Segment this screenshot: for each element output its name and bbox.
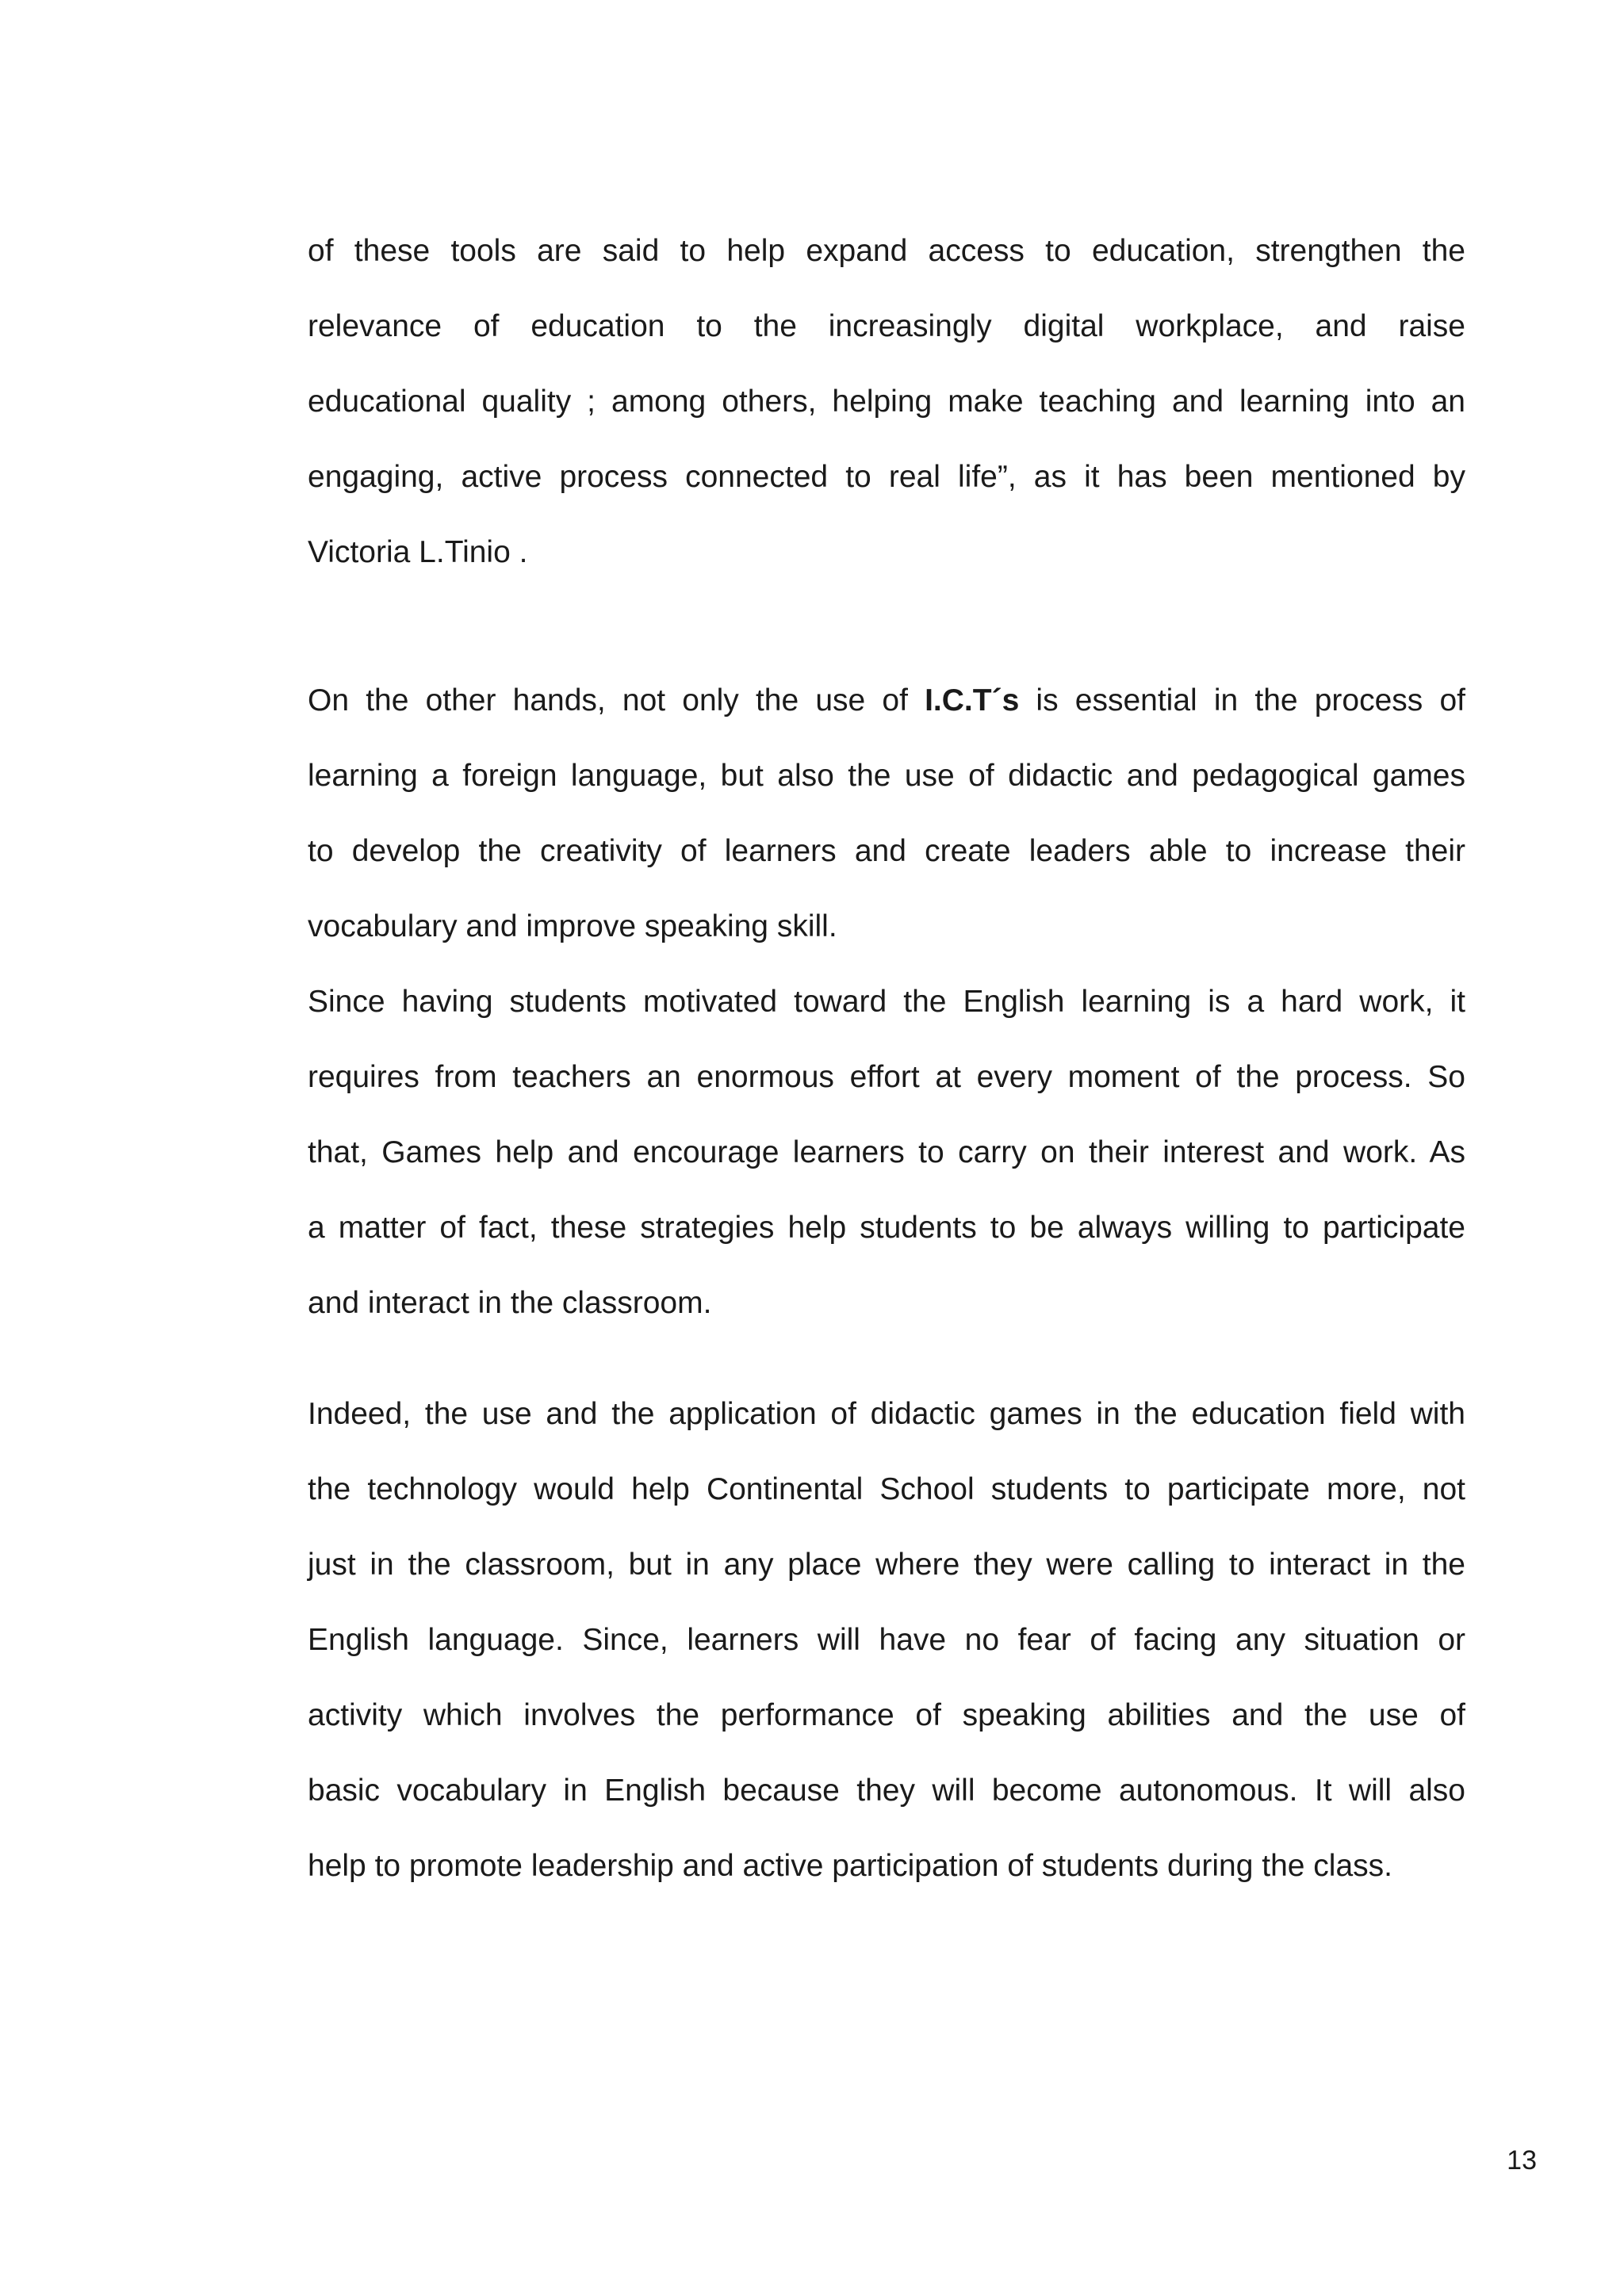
body-text bbox=[308, 222, 1465, 1912]
paragraph-1 bbox=[308, 222, 1465, 599]
text-line: engaging, active process connected to real life”, as it has been mentioned by bbox=[308, 460, 1465, 494]
page-number: 13 bbox=[1507, 2145, 1537, 2175]
text-line: Since having students motivated toward the English learning is a hard work, it bbox=[308, 985, 1465, 1019]
text-line: help to promote leadership and active participation of students during the class. bbox=[308, 1849, 1392, 1883]
text-line: of these tools are said to help expand access to education, strengthen the bbox=[308, 234, 1465, 268]
text-line: learning a foreign language, but also the use of didactic and pedagogical games bbox=[308, 759, 1465, 793]
text-line: English language. Since, learners will have no fear of facing any situation or bbox=[308, 1623, 1465, 1657]
text-line: that, Games help and encourage learners to carry on their interest and work. As bbox=[308, 1135, 1465, 1169]
text-line: to develop the creativity of learners and create leaders able to increase their bbox=[308, 834, 1465, 868]
text-line: activity which involves the performance of speaking abilities and the use of bbox=[308, 1698, 1465, 1732]
text-line: Victoria L.Tinio . bbox=[308, 535, 528, 569]
paragraph-spacer bbox=[308, 1349, 1465, 1385]
paragraph-2 bbox=[308, 672, 1465, 973]
ict-term: I.C.T´s bbox=[925, 683, 1020, 718]
text-line: Indeed, the use and the application of didactic games in the education field with bbox=[308, 1397, 1465, 1431]
text-line: just in the classroom, but in any place where they were calling to interact in the bbox=[308, 1548, 1465, 1582]
text-segment: On the other hands, not only the use of bbox=[308, 683, 925, 718]
text-line: basic vocabulary in English because they will become autonomous. It will also bbox=[308, 1774, 1465, 1808]
text-line: requires from teachers an enormous effort at every moment of the process. So bbox=[308, 1060, 1465, 1094]
paragraph-3 bbox=[308, 973, 1465, 1349]
text-line: the technology would help Continental School students to participate more, not bbox=[308, 1472, 1465, 1506]
text-line: vocabulary and improve speaking skill. bbox=[308, 909, 837, 943]
paragraph-4 bbox=[308, 1385, 1465, 1912]
text-line: a matter of fact, these strategies help students to be always willing to participate bbox=[308, 1211, 1465, 1245]
text-line bbox=[308, 672, 1465, 747]
paragraph-spacer bbox=[308, 599, 1465, 672]
text-segment: is essential in the process of bbox=[1019, 683, 1465, 718]
text-line: and interact in the classroom. bbox=[308, 1286, 712, 1320]
text-line: relevance of education to the increasingly digital workplace, and raise bbox=[308, 309, 1465, 343]
text-line: educational quality ; among others, helping make teaching and learning into an bbox=[308, 385, 1465, 419]
